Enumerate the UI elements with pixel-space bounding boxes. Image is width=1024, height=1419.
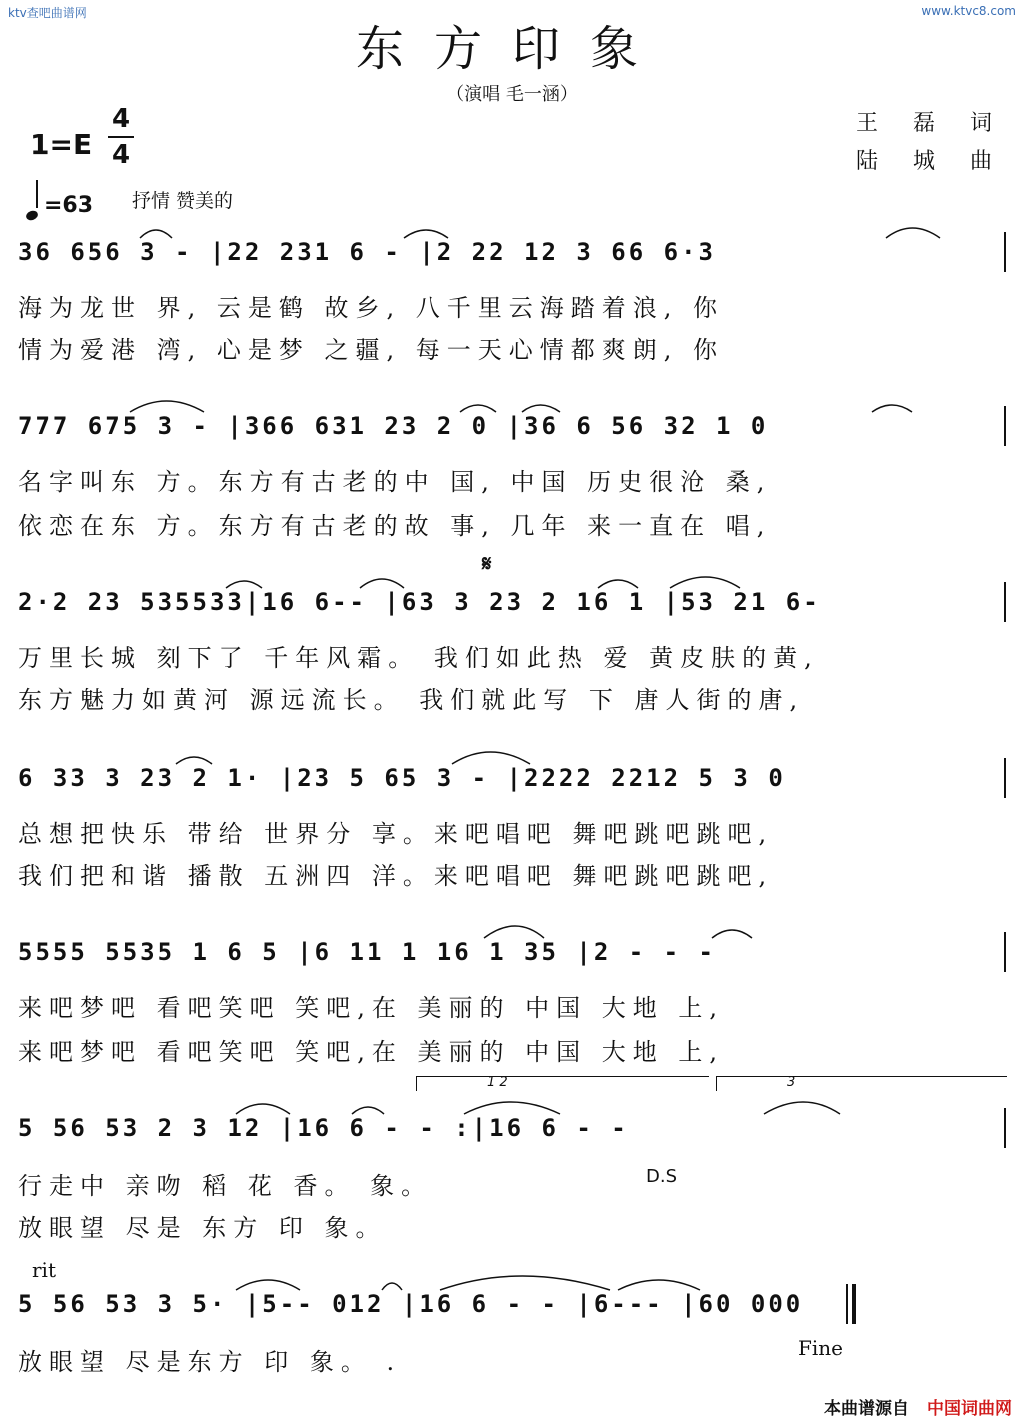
slur — [130, 401, 204, 412]
song-title: 东方印象 — [355, 21, 668, 77]
slur — [404, 230, 448, 238]
slur — [440, 1276, 610, 1290]
slur — [872, 405, 912, 412]
slur — [236, 1280, 300, 1290]
lyric-line-2-verse-2: 依恋在东 方。东方有古老的故 事, 几年 来一直在 唱, — [18, 512, 772, 540]
slur — [452, 752, 530, 764]
expression-marking: 抒情 赞美的 — [132, 190, 234, 212]
ds-marking: D.S — [646, 1166, 678, 1187]
time-signature-bottom: 4 — [111, 140, 131, 170]
slur — [464, 1102, 560, 1114]
slur — [484, 926, 544, 938]
slur — [226, 581, 262, 588]
performer-credit: （演唱 毛一涵） — [446, 84, 578, 105]
slur — [140, 230, 172, 238]
lyric-line-5-verse-2: 来吧梦吧 看吧笑吧 笑吧,在 美丽的 中国 大地 上, — [18, 1038, 725, 1066]
fine-marking: Fine — [798, 1336, 843, 1360]
rit-marking: rit — [32, 1258, 56, 1282]
slur — [670, 577, 740, 588]
tempo-value: =63 — [44, 193, 94, 218]
lyricist-credit: 王 磊 词 — [856, 111, 1006, 136]
notation-line-5: 5555 5535 1 6 5 |6 11 1 16 1 35 |2 - - - — [18, 938, 716, 966]
notation-line-1: 36 656 3 - |22 231 6 - |2 22 12 3 66 6·3 — [18, 238, 716, 266]
watermark-right: www.ktvc8.com — [921, 4, 1016, 18]
composer-credit: 陆 城 曲 — [856, 149, 1006, 174]
notation-line-6: 5 56 53 2 3 12 |16 6 - - :|16 6 - - — [18, 1114, 629, 1142]
lyric-line-1-verse-1: 海为龙世 界, 云是鹤 故乡, 八千里云海踏着浪, 你 — [18, 294, 725, 322]
notation-line-3: 2·2 23 535533|16 6-- |63 3 23 2 16 1 |53 21 6- — [18, 588, 821, 616]
lyric-line-6-verse-2: 放眼望 尽是 东方 印 象。 — [18, 1214, 387, 1242]
slur — [176, 757, 212, 764]
source-credit — [824, 1394, 1012, 1419]
slur — [360, 579, 404, 588]
time-signature-top: 4 — [111, 104, 131, 134]
slur — [382, 1283, 402, 1290]
segno-sign: 𝄋 — [482, 552, 492, 577]
source-site-link[interactable]: 中国词曲网 — [927, 1399, 1012, 1419]
watermark-left: ktv查吧曲谱网 — [8, 6, 87, 20]
lyric-line-2-verse-1: 名字叫东 方。东方有古老的中 国, 中国 历史很沧 桑, — [18, 468, 772, 496]
lyric-line-5-verse-1: 来吧梦吧 看吧笑吧 笑吧,在 美丽的 中国 大地 上, — [18, 994, 725, 1022]
slur — [886, 228, 940, 238]
lyric-line-1-verse-2: 情为爱港 湾, 心是梦 之疆, 每一天心情都爽朗, 你 — [18, 336, 725, 364]
key-signature: 1=E — [30, 128, 93, 161]
slur — [712, 930, 752, 938]
source-label: 本曲谱源自 — [824, 1399, 909, 1419]
slur — [352, 1107, 384, 1114]
notation-line-7: 5 56 53 3 5· |5-- 012 |16 6 - - |6--- |60 000 — [18, 1290, 804, 1318]
slur — [618, 1280, 700, 1290]
volta-2-label: 3 — [787, 1075, 796, 1090]
notation-line-2: 777 675 3 - |366 631 23 2 0 |36 6 56 32 1 0 — [18, 412, 769, 440]
slur — [236, 1104, 290, 1114]
slur — [460, 405, 496, 412]
slur — [522, 405, 560, 412]
lyric-line-6-verse-1: 行走中 亲吻 稻 花 香。 象。 — [18, 1172, 433, 1200]
notation-line-4: 6 33 3 23 2 1· |23 5 65 3 - |2222 2212 5 3 0 — [18, 764, 786, 792]
slur — [764, 1102, 840, 1114]
lyric-line-3-verse-1: 万里长城 刻下了 千年风霜。 我们如此热 爱 黄皮肤的黄, — [18, 644, 819, 672]
volta-1-label: 1 2 — [487, 1075, 508, 1090]
lyric-line-4-verse-1: 总想把快乐 带给 世界分 享。来吧唱吧 舞吧跳吧跳吧, — [18, 820, 774, 848]
lyric-line-7: 放眼望 尽是东方 印 象。 . — [18, 1348, 402, 1376]
lyric-line-3-verse-2: 东方魅力如黄河 源远流长。 我们就此写 下 唐人街的唐, — [18, 686, 805, 714]
slur — [598, 580, 638, 588]
lyric-line-4-verse-2: 我们把和谐 播散 五洲四 洋。来吧唱吧 舞吧跳吧跳吧, — [18, 862, 774, 890]
